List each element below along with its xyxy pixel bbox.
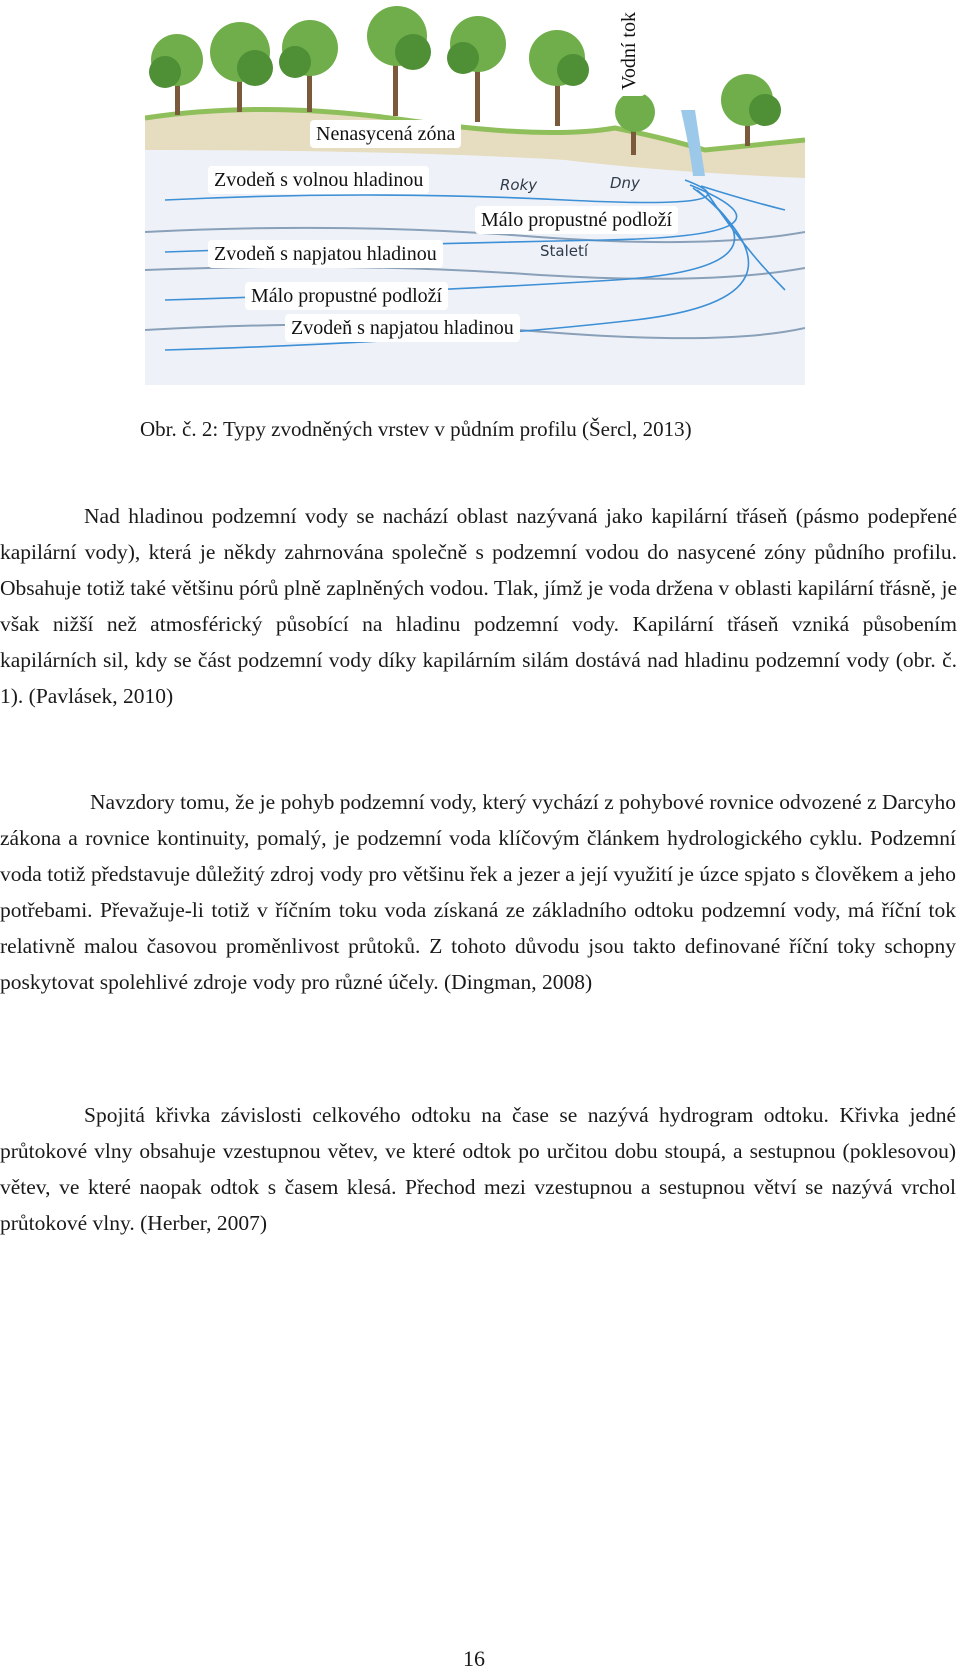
paragraph-hydrograph: Spojitá křivka závislosti celkového odtoku na čase se nazývá hydrogram odtoku. Křivka jedné průtokové vlny obsahuje vzestupnou větev, ve které odtok po určitou dobu stoupá, a sestupnou (poklesovou) větev, ve které naopak odtok s časem klesá. Přechod mezi vzestupnou a sestupnou větví se nazývá vrchol průtokové vlny. (Herber, 2007) — [0, 1103, 956, 1235]
tree — [210, 22, 273, 112]
tree — [447, 16, 506, 122]
tree — [367, 6, 431, 116]
label-zvoden-napjata-hladina-1: Zvodeň s napjatou hladinou — [208, 240, 443, 268]
label-malo-propustne-podlozi-2: Málo propustné podloží — [245, 282, 448, 310]
figure-aquifer-diagram — [145, 0, 805, 385]
paragraph-groundwater-importance: Navzdory tomu, že je pohyb podzemní vody, který vychází z pohybové rovnice odvozené z Darcyho zákona a rovnice kontinuity, pomalý, je podzemní voda klíčovým článkem hydrologického cyklu. Podzemní voda totiž představuje důležitý zdroj vody pro většinu řek a jezer a její využití je úzce spjato s člověkem a jeho potřebami. Převažuje-li totiž v říčním toku voda získaná ze základního odtoku podzemní vody, má říční tok relativně malou časovou proměnlivost průtoků. Z tohoto důvodu jsou takto definované říční toky schopny poskytovat spolehlivé zdroje vody pro různé účely. (Dingman, 2008) — [0, 790, 956, 994]
label-malo-propustne-podlozi-1: Málo propustné podloží — [475, 206, 678, 234]
tree — [279, 20, 338, 112]
label-dny: Dny — [610, 174, 640, 192]
label-vodni-tok: Vodní tok — [613, 6, 645, 96]
label-staleti: Staletí — [540, 242, 589, 260]
tree — [529, 30, 589, 126]
label-nenasycena-zona: Nenasycená zóna — [310, 120, 461, 148]
page-number: 16 — [463, 1646, 485, 1671]
label-roky: Roky — [500, 176, 538, 194]
paragraph-capillary-fringe: Nad hladinou podzemní vody se nachází oblast nazývaná jako kapilární třáseň (pásmo podepřené kapilární vody), která je někdy zahrnována společně s podzemní vodou do nasycené zóny půdního profilu. Obsahuje totiž také většinu pórů plně zaplněných vodou. Tlak, jímž je voda držena v oblasti kapilární třásně, je však nižší než atmosférický působící na hladinu podzemní vody. Kapilární třáseň vzniká působením kapilárních sil, kdy se část podzemní vody díky kapilárním silám dostává nad hladinu podzemní vody (obr. č. 1). (Pavlásek, 2010) — [0, 504, 957, 708]
label-zvoden-napjata-hladina-2: Zvodeň s napjatou hladinou — [285, 314, 520, 342]
tree — [149, 34, 203, 115]
figure-caption: Obr. č. 2: Typy zvodněných vrstev v půdním profilu (Šercl, 2013) — [140, 417, 692, 441]
tree — [721, 74, 781, 146]
label-zvoden-volna-hladina: Zvodeň s volnou hladinou — [208, 166, 429, 194]
